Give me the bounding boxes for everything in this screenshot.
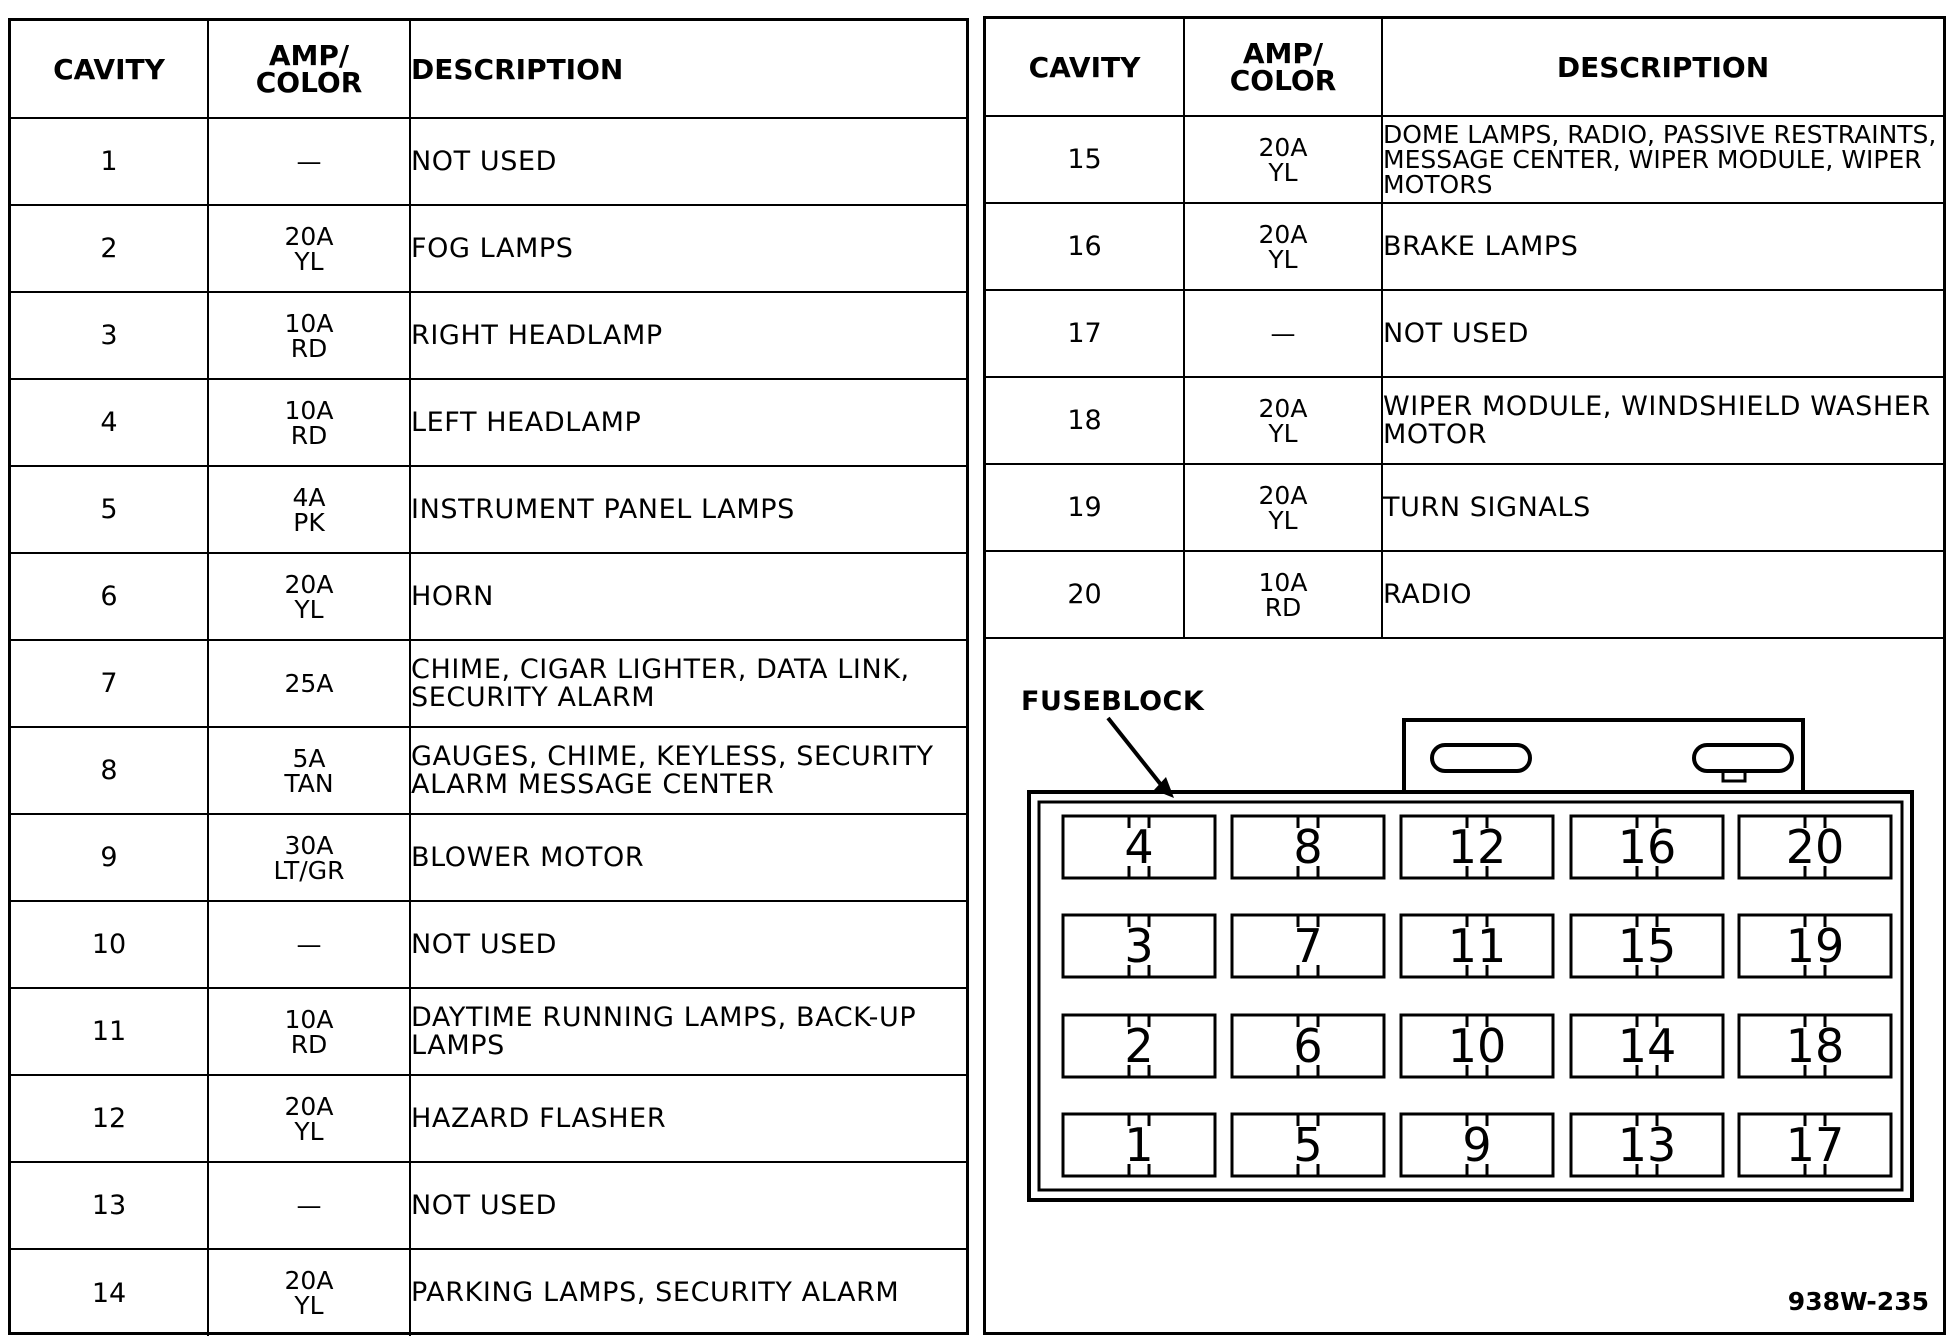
table-row bbox=[11, 727, 966, 814]
fuse-number: 15 bbox=[1617, 919, 1677, 973]
amp-rating: 20A bbox=[1258, 393, 1308, 423]
table-row bbox=[11, 379, 966, 466]
fuse-description: DAYTIME RUNNING LAMPS, BACK-UP LAMPS bbox=[410, 988, 966, 1075]
tab-slot-right bbox=[1694, 745, 1792, 771]
fuse-table-left bbox=[8, 18, 969, 1335]
fuse-description: NOT USED bbox=[410, 118, 966, 205]
table-row bbox=[11, 553, 966, 640]
table-row bbox=[11, 1162, 966, 1249]
header-description: DESCRIPTION bbox=[1382, 19, 1943, 116]
fuse-description: BRAKE LAMPS bbox=[1382, 203, 1943, 290]
amp-rating: 20A bbox=[284, 221, 334, 251]
cavity-number: 17 bbox=[986, 290, 1184, 377]
wire-color: YL bbox=[294, 594, 324, 624]
amp-rating: 20A bbox=[284, 1091, 334, 1121]
cavity-number: 13 bbox=[11, 1162, 208, 1249]
amp-color bbox=[208, 814, 410, 901]
fuse-description: HORN bbox=[410, 553, 966, 640]
wire-color: YL bbox=[1268, 157, 1298, 187]
table-row bbox=[11, 640, 966, 727]
fuse-number: 7 bbox=[1293, 919, 1323, 973]
fuse-description: RADIO bbox=[1382, 551, 1943, 638]
wire-color: YL bbox=[294, 1116, 324, 1146]
amp-rating: — bbox=[296, 147, 322, 176]
fuse-number: 10 bbox=[1447, 1019, 1507, 1073]
fuse-number: 12 bbox=[1447, 820, 1507, 874]
wire-color: RD bbox=[290, 333, 328, 363]
amp-color bbox=[208, 379, 410, 466]
amp-color bbox=[1184, 377, 1382, 464]
fuseblock-diagram bbox=[986, 636, 1943, 1332]
amp-rating: — bbox=[296, 1191, 322, 1220]
cavity-number: 1 bbox=[11, 118, 208, 205]
table-row bbox=[986, 464, 1943, 551]
cavity-number: 12 bbox=[11, 1075, 208, 1162]
fuse-description: PARKING LAMPS, SECURITY ALARM bbox=[410, 1249, 966, 1336]
fuse-number: 17 bbox=[1785, 1118, 1845, 1172]
fuse-table-left-grid bbox=[11, 21, 966, 1336]
fuse-description: BLOWER MOTOR bbox=[410, 814, 966, 901]
amp-color bbox=[208, 118, 410, 205]
cavity-number: 9 bbox=[11, 814, 208, 901]
amp-rating: 10A bbox=[284, 308, 334, 338]
amp-rating: 5A bbox=[292, 743, 326, 773]
amp-rating: — bbox=[1270, 319, 1296, 348]
table-row bbox=[11, 292, 966, 379]
cavity-number: 20 bbox=[986, 551, 1184, 638]
cavity-number: 16 bbox=[986, 203, 1184, 290]
cavity-number: 3 bbox=[11, 292, 208, 379]
fuse-number: 6 bbox=[1293, 1019, 1323, 1073]
table-row bbox=[11, 205, 966, 292]
fuse-number: 18 bbox=[1785, 1019, 1845, 1073]
header-color: COLOR bbox=[1229, 64, 1337, 97]
fuse-number: 11 bbox=[1447, 919, 1507, 973]
header-cavity: CAVITY bbox=[986, 19, 1184, 116]
fuse-number: 5 bbox=[1293, 1118, 1323, 1172]
amp-color bbox=[208, 988, 410, 1075]
figure-code: 938W-235 bbox=[1787, 1287, 1929, 1316]
amp-color bbox=[1184, 116, 1382, 203]
tab-slot-left bbox=[1432, 745, 1530, 771]
tab-notch bbox=[1723, 771, 1745, 781]
fuse-description: CHIME, CIGAR LIGHTER, DATA LINK, SECURITY ALARM bbox=[410, 640, 966, 727]
wire-color: LT/GR bbox=[273, 855, 345, 885]
amp-color bbox=[1184, 464, 1382, 551]
fuse-description: TURN SIGNALS bbox=[1382, 464, 1943, 551]
cavity-number: 6 bbox=[11, 553, 208, 640]
wire-color: YL bbox=[1268, 244, 1298, 274]
wire-color: TAN bbox=[284, 768, 334, 798]
fuse-description: NOT USED bbox=[1382, 290, 1943, 377]
fuse-number: 2 bbox=[1124, 1019, 1154, 1073]
fuseblock-label: FUSEBLOCK bbox=[1021, 686, 1205, 717]
table-row bbox=[11, 118, 966, 205]
fuse-number: 8 bbox=[1293, 820, 1323, 874]
pointer-arrow-line bbox=[1108, 718, 1162, 786]
fuse-number: 20 bbox=[1785, 820, 1845, 874]
wire-color: YL bbox=[1268, 505, 1298, 535]
amp-color bbox=[208, 205, 410, 292]
amp-color bbox=[208, 640, 410, 727]
amp-color bbox=[208, 727, 410, 814]
cavity-number: 18 bbox=[986, 377, 1184, 464]
cavity-number: 10 bbox=[11, 901, 208, 988]
wire-color: RD bbox=[290, 1029, 328, 1059]
fuse-description: LEFT HEADLAMP bbox=[410, 379, 966, 466]
fuse-description: DOME LAMPS, RADIO, PASSIVE RESTRAINTS, MESSAGE CENTER, WIPER MODULE, WIPER MOTORS bbox=[1382, 116, 1943, 203]
table-row bbox=[11, 466, 966, 553]
table-header-row bbox=[11, 21, 966, 118]
fuse-description: NOT USED bbox=[410, 901, 966, 988]
cavity-number: 5 bbox=[11, 466, 208, 553]
table-row bbox=[986, 551, 1943, 638]
fuse-description: FOG LAMPS bbox=[410, 205, 966, 292]
fuse-description: HAZARD FLASHER bbox=[410, 1075, 966, 1162]
cavity-number: 2 bbox=[11, 205, 208, 292]
fuseblock-drawing bbox=[986, 636, 1943, 1332]
amp-color bbox=[208, 1249, 410, 1336]
fuse-number: 13 bbox=[1617, 1118, 1677, 1172]
amp-color bbox=[208, 553, 410, 640]
header-amp: AMP/ bbox=[268, 39, 350, 72]
wire-color: PK bbox=[293, 507, 325, 537]
amp-rating: 25A bbox=[284, 669, 334, 698]
amp-color bbox=[208, 901, 410, 988]
amp-rating: — bbox=[296, 930, 322, 959]
table-row bbox=[986, 377, 1943, 464]
fuse-number: 4 bbox=[1124, 820, 1154, 874]
cavity-number: 19 bbox=[986, 464, 1184, 551]
amp-rating: 20A bbox=[284, 1266, 334, 1295]
table-row bbox=[986, 203, 1943, 290]
wire-color: RD bbox=[1264, 592, 1302, 622]
cavity-number: 7 bbox=[11, 640, 208, 727]
table-row bbox=[11, 988, 966, 1075]
wire-color: YL bbox=[294, 246, 324, 276]
table-row bbox=[11, 1249, 966, 1336]
fuse-table-right bbox=[983, 16, 1946, 1335]
table-header-row bbox=[986, 19, 1943, 116]
amp-rating: 20A bbox=[1258, 480, 1308, 510]
header-amp-color bbox=[1184, 19, 1382, 116]
wire-color: YL bbox=[294, 1291, 324, 1320]
header-amp-color bbox=[208, 21, 410, 118]
amp-rating: 10A bbox=[1258, 567, 1308, 597]
amp-rating: 20A bbox=[1258, 132, 1308, 162]
fuse-description: WIPER MODULE, WINDSHIELD WASHER MOTOR bbox=[1382, 377, 1943, 464]
amp-color bbox=[1184, 290, 1382, 377]
fuse-number: 9 bbox=[1462, 1118, 1492, 1172]
amp-rating: 10A bbox=[284, 1004, 334, 1034]
amp-color bbox=[1184, 203, 1382, 290]
table-row bbox=[11, 901, 966, 988]
fuse-description: RIGHT HEADLAMP bbox=[410, 292, 966, 379]
fuse-number: 1 bbox=[1124, 1118, 1154, 1172]
amp-color bbox=[208, 1075, 410, 1162]
fuse-description: NOT USED bbox=[410, 1162, 966, 1249]
wire-color: RD bbox=[290, 420, 328, 450]
table-row bbox=[986, 116, 1943, 203]
amp-rating: 30A bbox=[284, 830, 334, 860]
wire-color: YL bbox=[1268, 418, 1298, 448]
amp-rating: 20A bbox=[284, 569, 334, 599]
amp-rating: 10A bbox=[284, 395, 334, 425]
amp-color bbox=[208, 1162, 410, 1249]
header-color: COLOR bbox=[255, 66, 363, 99]
table-row bbox=[986, 290, 1943, 377]
amp-rating: 20A bbox=[1258, 219, 1308, 249]
header-cavity: CAVITY bbox=[11, 21, 208, 118]
cavity-number: 14 bbox=[11, 1249, 208, 1336]
cavity-number: 15 bbox=[986, 116, 1184, 203]
header-amp: AMP/ bbox=[1242, 37, 1324, 70]
fuse-table-right-grid bbox=[986, 19, 1943, 639]
cavity-number: 8 bbox=[11, 727, 208, 814]
amp-color bbox=[208, 466, 410, 553]
fuse-number: 14 bbox=[1617, 1019, 1677, 1073]
fuse-description: GAUGES, CHIME, KEYLESS, SECURITY ALARM MESSAGE CENTER bbox=[410, 727, 966, 814]
header-description: DESCRIPTION bbox=[410, 21, 966, 118]
fuse-description: INSTRUMENT PANEL LAMPS bbox=[410, 466, 966, 553]
amp-color bbox=[208, 292, 410, 379]
fuse-number: 16 bbox=[1617, 820, 1677, 874]
fuse-number: 3 bbox=[1124, 919, 1154, 973]
cavity-number: 11 bbox=[11, 988, 208, 1075]
cavity-number: 4 bbox=[11, 379, 208, 466]
amp-rating: 4A bbox=[292, 482, 326, 512]
table-row bbox=[11, 1075, 966, 1162]
fuse-number: 19 bbox=[1785, 919, 1845, 973]
amp-color bbox=[1184, 551, 1382, 638]
table-row bbox=[11, 814, 966, 901]
